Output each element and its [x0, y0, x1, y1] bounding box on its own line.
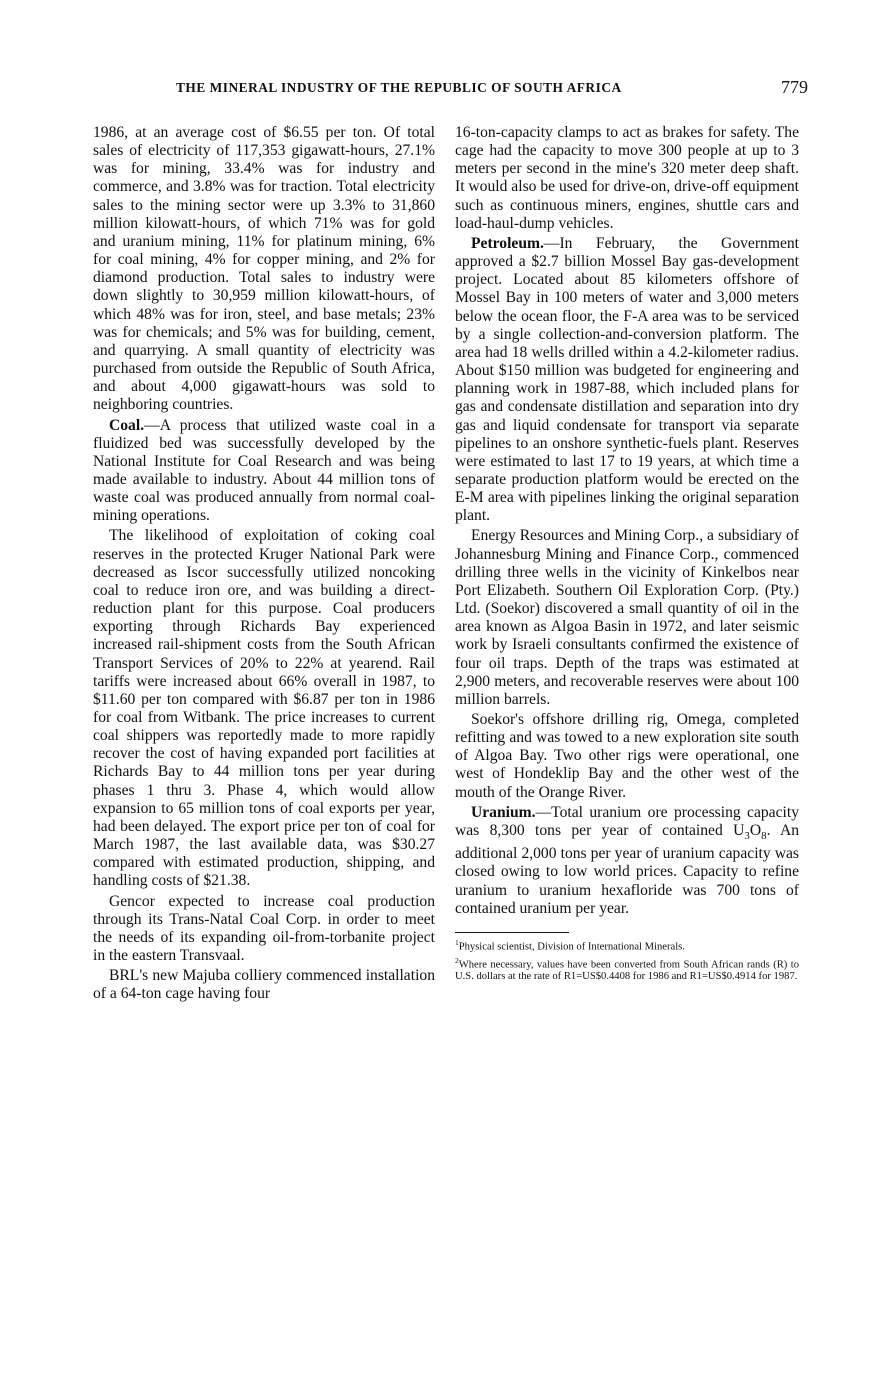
paragraph-uranium-text-a: —Total uranium ore processing capacity was 8,300 tons per year of contained U: [455, 803, 799, 839]
section-heading-petroleum: Petroleum.: [471, 234, 544, 252]
paragraph-uranium-text-b: O: [749, 821, 762, 839]
paragraph-soekor-rig: Soekor's offshore drilling rig, Omega, completed refitting and was towed to a new exploration site south of Algoa Bay. Two other rigs were operational, one west of Hondeklip Bay and the other west of the mouth of the Orange River.: [455, 711, 799, 801]
paragraph-energy-resources: Energy Resources and Mining Corp., a subsidiary of Johannesburg Mining and Finance Corp., commenced drilling three wells in the vicinity of Kinkelbos near Port Elizabeth. Southern Oil Exploration Corp. (Pty.) Ltd. (Soekor) discovered a small quantity of oil in the area known as Algoa Basin in 1972, and later seismic work by Israeli consultants confirmed the existence of four oil traps. Depth of the traps was estimated at 2,900 meters, and recoverable reserves were about 100 million barrels.: [455, 527, 799, 708]
page-title: THE MINERAL INDUSTRY OF THE REPUBLIC OF SOUTH AFRICA: [176, 80, 622, 95]
paragraph-coal-text: —A process that utilized waste coal in a fluidized bed was successfully developed by the National Institute for Coal Research and was being made available to industry. About 44 million tons of waste coal was produced annually from normal coal-mining operations.: [93, 416, 435, 525]
footnote-2: [455, 955, 799, 983]
paragraph-cage-continued: 16-ton-capacity clamps to act as brakes for safety. The cage had the capacity to move 300 people at up to 3 meters per second in the mine's 320 meter deep shaft. It would also be used for drive-on, drive-off equipment such as continuous miners, engines, shuttle cars and load-haul-dump vehicles.: [455, 124, 799, 232]
paragraph-coking-coal: The likelihood of exploitation of coking coal reserves in the protected Kruger National Park were decreased as Iscor successfully utilized noncoking coal to reduce iron ore, and was building a direct-reduction plant for this purpose. Coal producers exporting through Richards Bay experienced increased rail-shipment costs from the South African Transport Services of 20% to 22% at yearend. Rail tariffs were increased about 66% overall in 1987, to $11.60 per ton compared with $6.87 per ton in 1986 for coal from Witbank. The price increases to current coal shippers was reportedly made to more rapidly recover the cost of having expanded port facilities at Richards Bay to 44 million tons per year during phases 1 thru 3. Phase 4, which would allow expansion to 65 million tons of coal exports per year, had been delayed. The export price per ton of coal for March 1987, the last available data, was $30.27 compared with estimated production, shipping, and handling costs of $21.38.: [93, 527, 435, 890]
paragraph-uranium-text-c: . An additional 2,000 tons per year of uranium capacity was closed owing to low world prices. Capacity to refine uranium to uranium hexafloride was 700 tons of contained uranium per year.: [455, 821, 800, 917]
paragraph-coal: [93, 417, 435, 526]
paragraph-brl-majuba: BRL's new Majuba colliery commenced installation of a 64-ton cage having four: [93, 967, 435, 1003]
paragraph-petroleum-text: —In February, the Government approved a $2.7 billion Mossel Bay gas-development project. Located about 85 kilometers offshore of Mossel Bay in 100 meters of water and 3,000 meters below the ocean floor, the F-A area was to be serviced by a single collection-and-conversion platform. The area had 18 wells drilled within a 4.2-kilometer radius. About $150 million was budgeted for engineering and planning work in 1987-88, which included plans for gas and condensate distillation and separation into dry gas and liquid condensate for transport via separate pipelines to an onshore synthetic-fuels plant. Reserves were estimated to last 17 to 19 years, at which time a separate production platform would be erected on the E-M area with pipelines linking the original separation plant.: [455, 234, 799, 525]
running-header: [176, 77, 808, 102]
footnote-2-mark: 2: [455, 955, 459, 965]
page-number: 779: [781, 77, 808, 97]
section-heading-coal: Coal.: [109, 416, 145, 434]
subscript-8: 8: [761, 830, 767, 843]
paragraph-uranium: [455, 804, 799, 918]
right-column: [455, 124, 799, 985]
paragraph-electricity: 1986, at an average cost of $6.55 per ton. Of total sales of electricity of 117,353 gigawatt-hours, 27.1% was for mining, 33.4% was for industry and commerce, and 3.8% was for traction. Total electricity sales to the mining sector were up 3.3% to 31,860 million kilowatt-hours, of which 71% was for gold and uranium mining, 11% for platinum mining, 6% for coal mining, 4% for copper mining, and 2% for diamond production. Total sales to industry were down slightly to 30,959 million kilowatt-hours, of which 48% was for iron, steel, and base metals; 23% was for chemicals; and 5% was for building, cement, and quarrying. A small quantity of electricity was purchased from outside the Republic of South Africa, and about 4,000 gigawatt-hours was sold to neighboring countries.: [93, 124, 435, 414]
footnote-2-text: Where necessary, values have been converted from South African rands (R) to U.S. dollars at the rate of R1=US$0.4408 for 1986 and R1=US$0.4914 for 1987.: [455, 959, 799, 983]
footnote-1-text: Physical scientist, Division of International Minerals.: [458, 941, 685, 953]
footnote-1: [455, 937, 799, 953]
left-column: [93, 124, 435, 1006]
footnote-1-mark: 1: [455, 937, 459, 947]
paragraph-petroleum: [455, 235, 799, 526]
footnote-divider: [455, 932, 569, 933]
paragraph-gencor: Gencor expected to increase coal production through its Trans-Natal Coal Corp. in order to meet the needs of its expanding oil-from-torbanite project in the eastern Transvaal.: [93, 892, 435, 965]
section-heading-uranium: Uranium.: [471, 803, 536, 821]
subscript-3: 3: [744, 830, 750, 843]
